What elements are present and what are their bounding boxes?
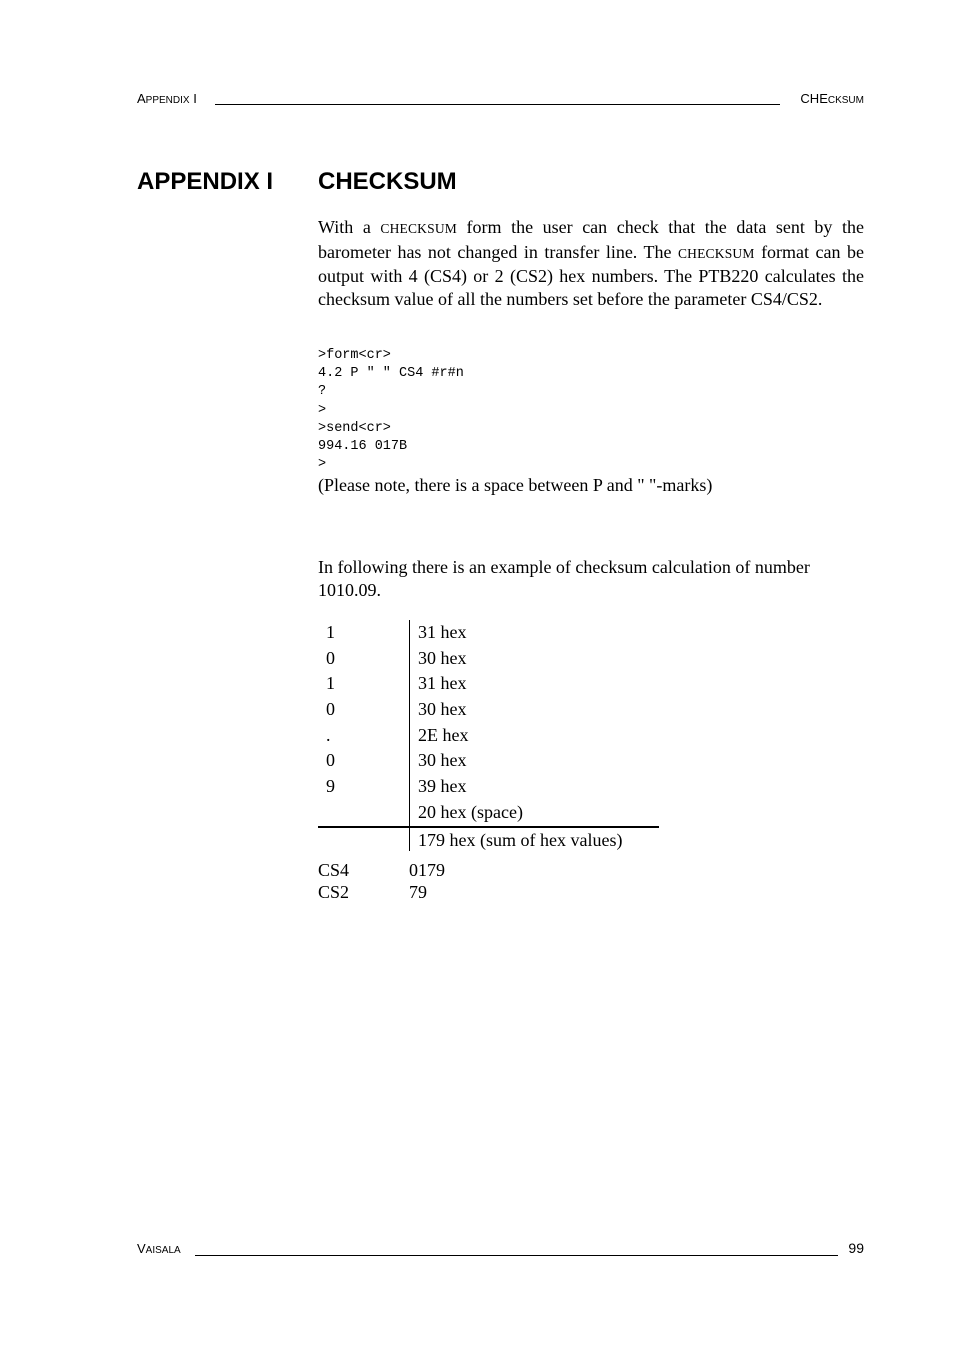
- page-header: [137, 91, 864, 109]
- intro-paragraph: With a CHECKSUM form the user can check that the data sent by the barometer has not changed in transfer line. The CHECKSUM format can be output with 4 (CS4) or 2 (CS2) hex numbers. The PTB220 calculates the checksum value of all the numbers set before the parameter CS4/CS2.: [318, 217, 864, 309]
- code-line: >form<cr>: [318, 348, 391, 363]
- example-intro: In following there is an example of checksum calculation of number 1010.09.: [318, 557, 810, 600]
- table-row: . 2E hex: [326, 724, 469, 745]
- header-section: APPENDIX I: [137, 91, 197, 106]
- appendix-label: APPENDIX I: [137, 168, 274, 195]
- table-row: 1 31 hex: [326, 622, 467, 642]
- code-block: [318, 347, 464, 474]
- table-row: 0 30 hex: [326, 647, 467, 668]
- header-chapter: CHECKSUM: [800, 91, 864, 106]
- table-row: 0 30 hex: [326, 699, 467, 720]
- footer-rule: [195, 1255, 838, 1256]
- code-line: >: [318, 402, 327, 418]
- page-number: 99: [848, 1240, 864, 1256]
- code-line: 994.16 017B: [318, 439, 408, 455]
- table-row: 9 39 hex: [326, 776, 467, 797]
- sum-row: 179 hex (sum of hex values): [418, 829, 623, 850]
- footer-brand: VAISALA: [137, 1241, 181, 1256]
- result-cs4: CS4 0179: [318, 860, 445, 880]
- code-line: 4.2 P " " CS4 #r#n: [318, 366, 464, 382]
- result-cs2: CS2 79: [318, 882, 427, 902]
- code-line: >send<cr>: [318, 420, 391, 436]
- page-footer: [137, 1240, 864, 1258]
- note-text: (Please note, there is a space between P and " "-marks): [318, 475, 713, 495]
- table-row: 0 30 hex: [326, 750, 467, 771]
- code-line: >: [318, 457, 327, 473]
- table-row: 20 hex (space): [418, 801, 523, 822]
- checksum-table: [318, 620, 659, 853]
- code-line: ?: [318, 384, 327, 400]
- table-row: 1 31 hex: [326, 673, 467, 694]
- page-title: CHECKSUM: [318, 168, 457, 195]
- header-rule: [215, 104, 780, 105]
